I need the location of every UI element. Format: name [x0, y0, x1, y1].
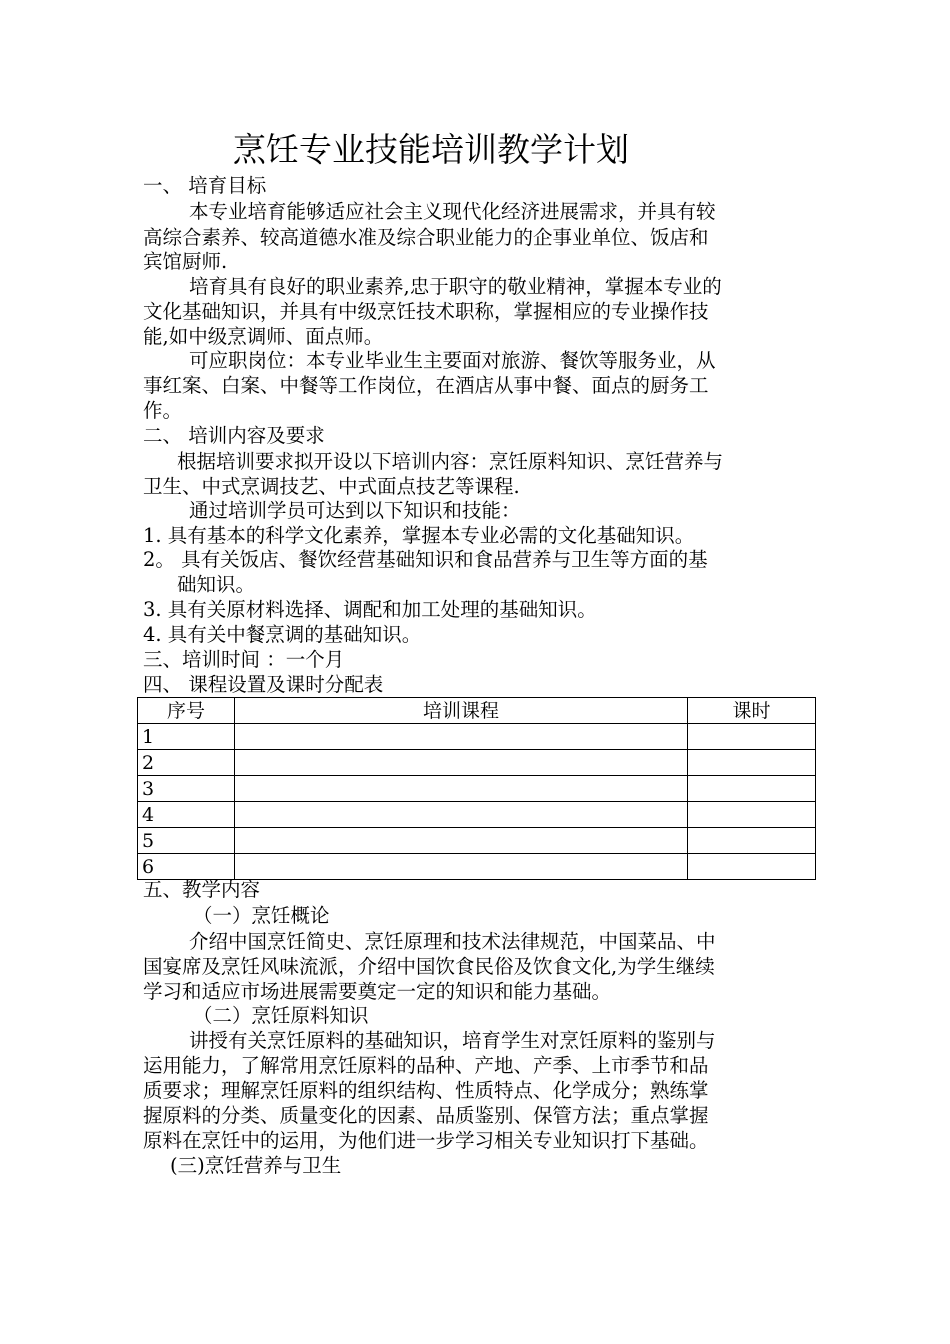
table-cell [235, 802, 688, 828]
paragraph-line: 培育具有良好的职业素养,忠于职守的敬业精神，掌握本专业的 [189, 275, 722, 298]
table-header-cell: 序号 [138, 698, 235, 724]
table-cell: 2 [138, 750, 235, 776]
paragraph-line: 学习和适应市场进展需要奠定一定的知识和能力基础。 [143, 980, 612, 1003]
paragraph-line: 卫生、中式烹调技艺、中式面点技艺等课程. [143, 475, 520, 498]
table-cell: 6 [138, 854, 235, 880]
section-heading-4: 四、 课程设置及课时分配表 [143, 673, 384, 696]
paragraph-line: 文化基础知识，并具有中级烹饪技术职称，掌握相应的专业操作技 [143, 300, 709, 323]
section-heading-1: 一、 培育目标 [143, 174, 267, 197]
paragraph-line: 原料在烹饪中的运用，为他们进一步学习相关专业知识打下基础。 [143, 1129, 709, 1152]
paragraph-line: 讲授有关烹饪原料的基础知识，培育学生对烹饪原料的鉴别与 [189, 1029, 716, 1052]
list-item: 2。 具有关饭店、餐饮经营基础知识和食品营养与卫生等方面的基 [143, 548, 708, 571]
paragraph-line: 本专业培育能够适应社会主义现代化经济进展需求，并具有较 [189, 200, 716, 223]
paragraph-line: 可应职岗位：本专业毕业生主要面对旅游、餐饮等服务业，从 [189, 349, 716, 372]
section-heading-3: 三、培训时间 ：一个月 [143, 648, 345, 671]
paragraph-line: 通过培训学员可达到以下知识和技能： [189, 499, 521, 522]
table-row [138, 828, 816, 854]
table-cell [235, 724, 688, 750]
table-cell [688, 802, 816, 828]
table-row [138, 776, 816, 802]
subsection-heading: （一）烹饪概论 [193, 904, 330, 927]
section-heading-2: 二、 培训内容及要求 [143, 424, 325, 447]
paragraph-line: 高综合素养、较高道德水准及综合职业能力的企事业单位、饭店和 [143, 226, 709, 249]
paragraph-line: 事红案、白案、中餐等工作岗位，在酒店从事中餐、面点的厨务工 [143, 374, 709, 397]
subsection-heading: （二）烹饪原料知识 [193, 1004, 369, 1027]
list-item-continuation: 础知识。 [177, 573, 256, 596]
paragraph-line: 作。 [143, 399, 183, 422]
table-cell [688, 776, 816, 802]
table-cell [235, 750, 688, 776]
table-cell: 1 [138, 724, 235, 750]
table-cell: 4 [138, 802, 235, 828]
table-row [138, 750, 816, 776]
paragraph-line: 握原料的分类、质量变化的因素、品质鉴别、保管方法；重点掌握 [143, 1104, 709, 1127]
paragraph-line: 介绍中国烹饪简史、烹饪原理和技术法律规范，中国菜品、中 [189, 930, 716, 953]
table-header-cell: 培训课程 [235, 698, 688, 724]
table-cell [235, 776, 688, 802]
list-item: 1. 具有基本的科学文化素养，掌握本专业必需的文化基础知识。 [143, 524, 695, 547]
paragraph-line: 运用能力，了解常用烹饪原料的品种、产地、产季、上市季节和品 [143, 1054, 709, 1077]
table-cell [235, 854, 688, 880]
subsection-heading: (三)烹饪营养与卫生 [170, 1154, 342, 1177]
paragraph-line: 根据培训要求拟开设以下培训内容：烹饪原料知识、烹饪营养与 [177, 450, 724, 473]
table-cell [235, 828, 688, 854]
table-row [138, 724, 816, 750]
paragraph-line: 宾馆厨师. [143, 250, 228, 273]
table-row [138, 802, 816, 828]
course-table [137, 697, 816, 880]
list-item: 3. 具有关原材料选择、调配和加工处理的基础知识。 [143, 598, 597, 621]
table-cell: 3 [138, 776, 235, 802]
table-cell [688, 854, 816, 880]
table-header-cell: 课时 [688, 698, 816, 724]
page-title: 烹饪专业技能培训教学计划 [233, 130, 629, 169]
paragraph-line: 国宴席及烹饪风味流派，介绍中国饮食民俗及饮食文化,为学生继续 [143, 955, 715, 978]
table-row [138, 854, 816, 880]
section-heading-5: 五、教学内容 [143, 878, 261, 901]
paragraph-line: 质要求；理解烹饪原料的组织结构、性质特点、化学成分；熟练掌 [143, 1079, 709, 1102]
table-cell [688, 750, 816, 776]
table-cell: 5 [138, 828, 235, 854]
table-header-row [138, 698, 816, 724]
list-item: 4. 具有关中餐烹调的基础知识。 [143, 623, 422, 646]
paragraph-line: 能,如中级烹调师、面点师。 [143, 325, 384, 348]
table-cell [688, 724, 816, 750]
table-cell [688, 828, 816, 854]
